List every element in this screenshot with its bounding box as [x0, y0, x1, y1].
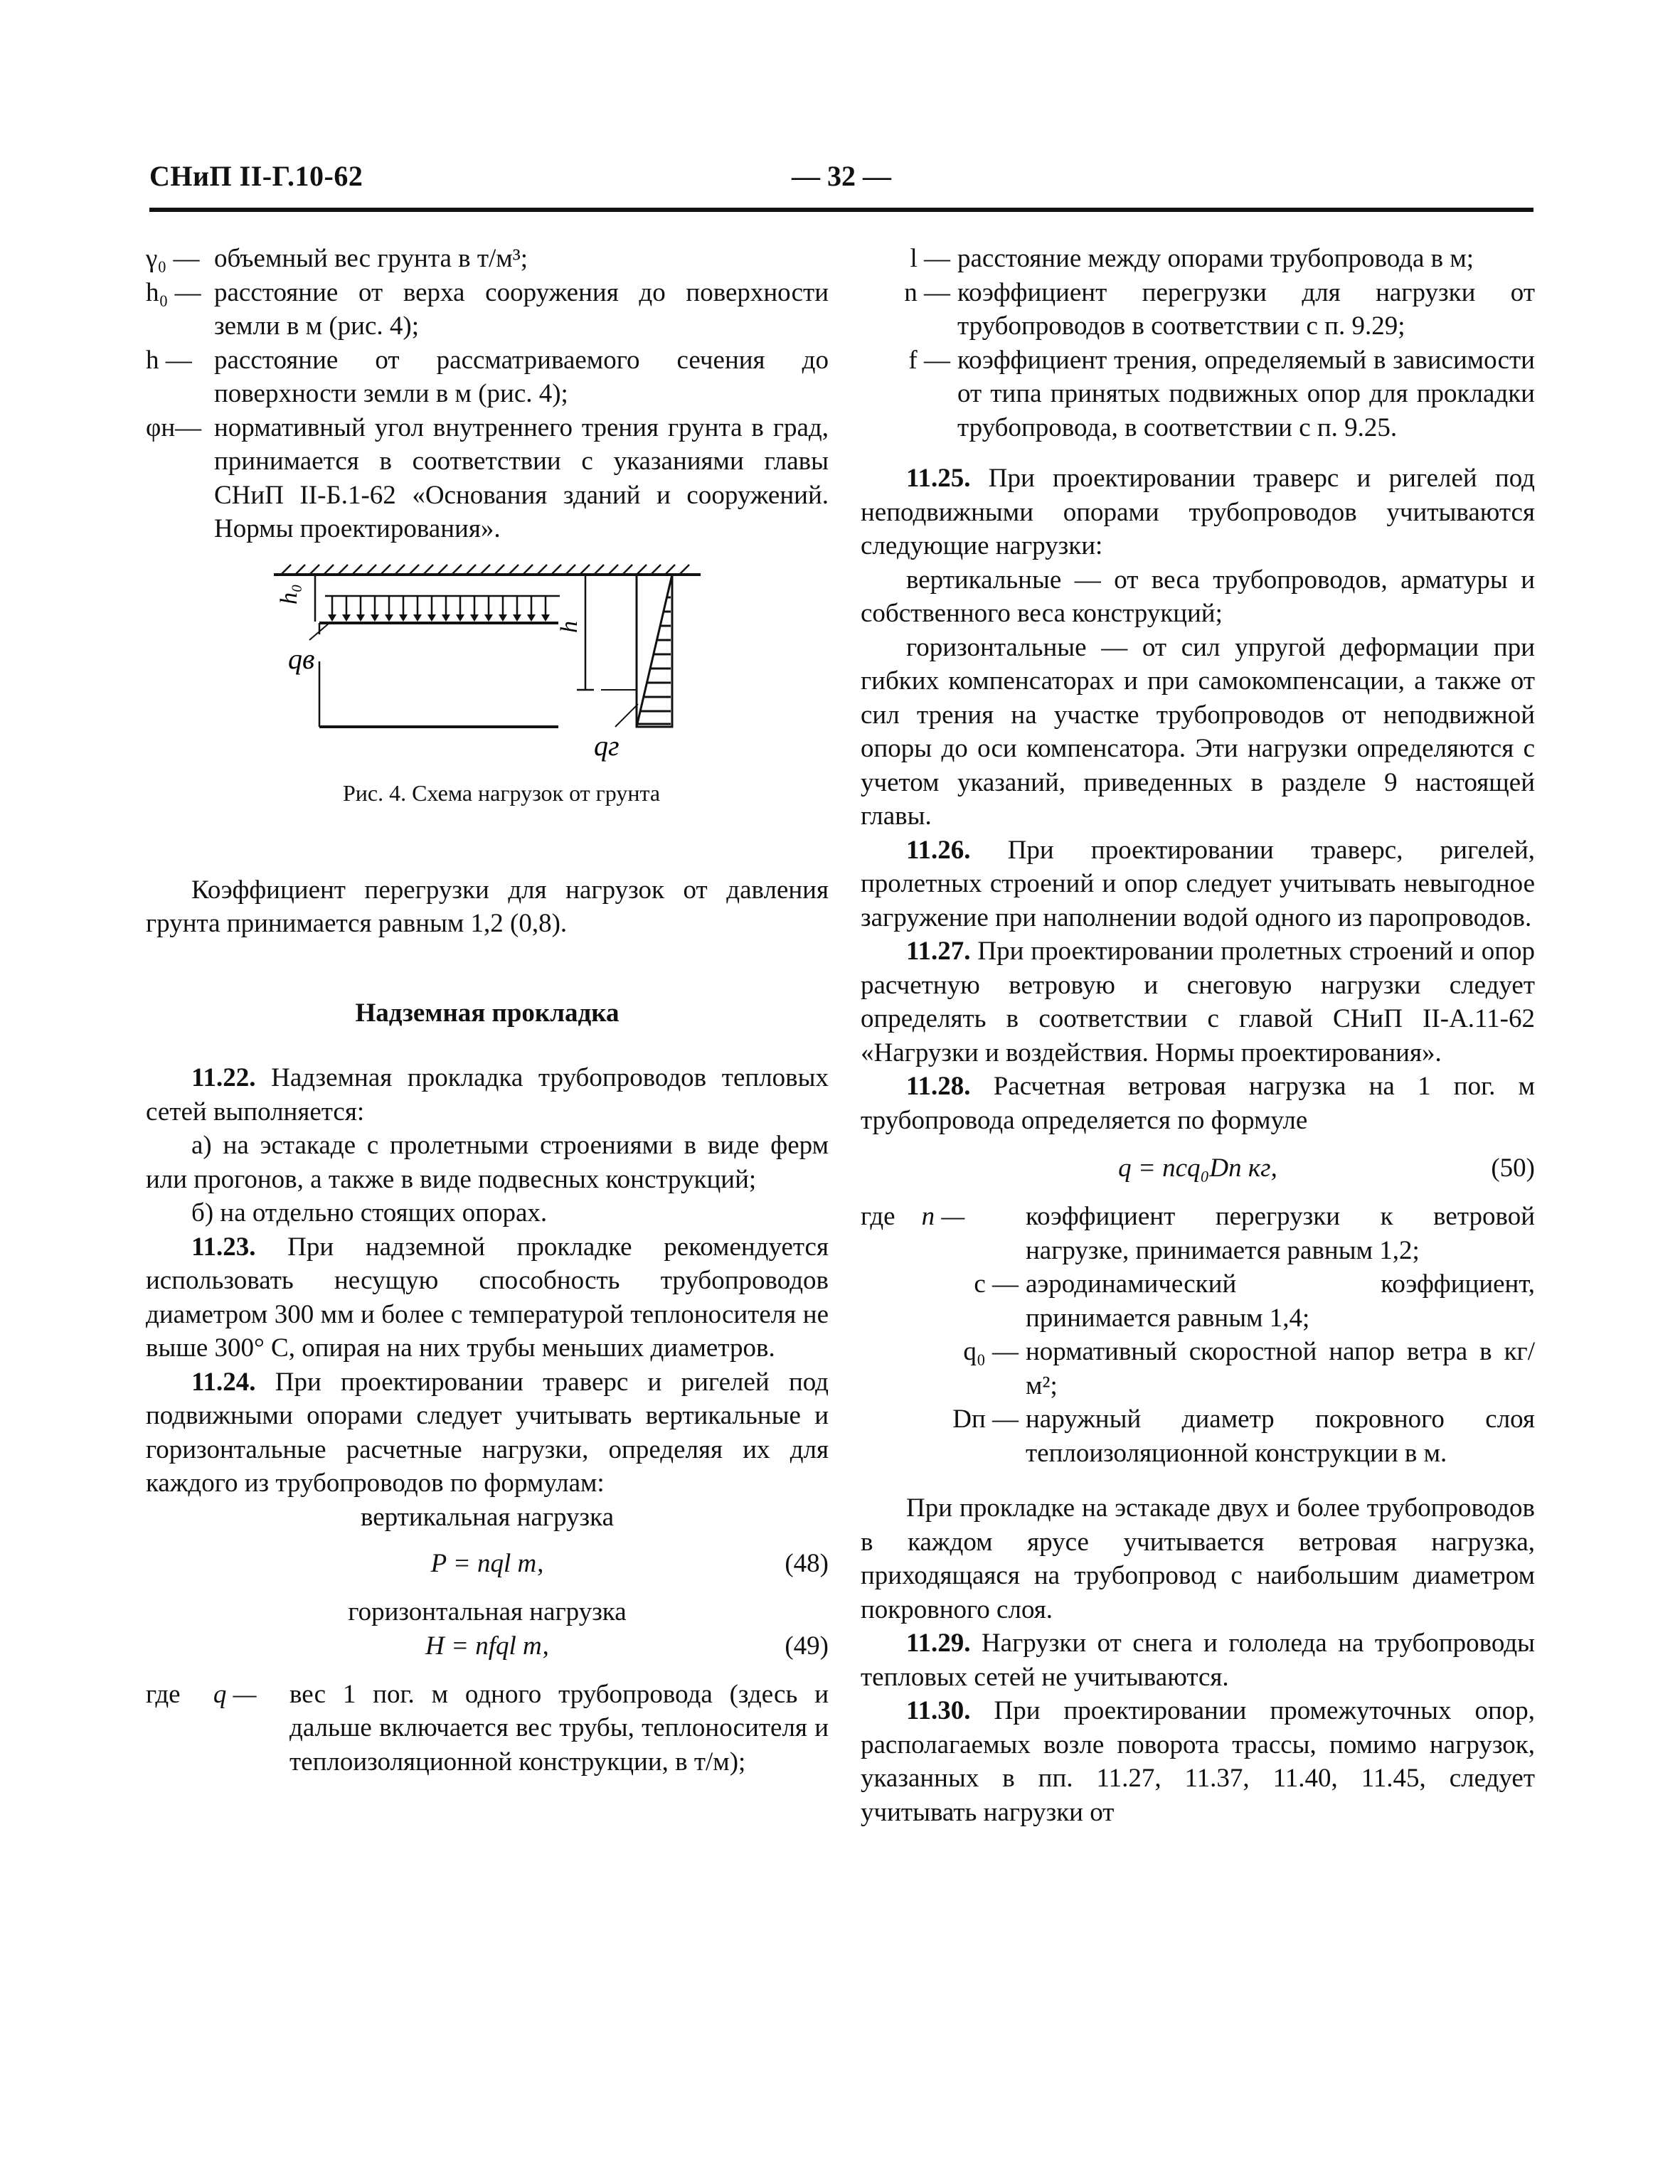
paragraph-11-22-a: а) на эстакаде с пролетными строениями в виде ферм или прогонов, а также в виде подвесных конструкций; [146, 1131, 829, 1194]
clause-number: 11.23. [191, 1232, 256, 1262]
equation-number: (48) [785, 1549, 829, 1578]
definition-c [861, 1267, 1535, 1335]
label-h0: h₀ [276, 583, 302, 604]
definition-symbol: q₀ — [963, 1337, 1019, 1366]
definition-dp [861, 1402, 1535, 1470]
clause-number: 11.24. [191, 1367, 256, 1397]
horizontal-load-label: горизонтальная нагрузка [348, 1597, 627, 1626]
definition-symbol: n — [904, 277, 950, 307]
definition-text: коэффициент перегрузки к ветровой нагрузке, принимается равным 1,2; [1026, 1202, 1535, 1265]
clause-number: 11.27. [906, 937, 971, 966]
definition-text: вес 1 пог. м одного трубопровода (здесь и дальше включается вес трубы, теплоносителя и теплоизоляционной конструкции, в т/м); [289, 1679, 829, 1777]
page-header [149, 159, 1533, 202]
clause-number: 11.29. [906, 1629, 971, 1658]
definition-gamma0 [146, 242, 829, 276]
vertical-load-label: вертикальная нагрузка [360, 1502, 615, 1532]
definition-text: расстояние между опорами трубопровода в м; [957, 244, 1474, 273]
formula-50 [861, 1151, 1535, 1187]
paragraph-trestle: При прокладке на эстакаде двух и более трубопроводов в каждом ярусе учитывается ветровая нагрузка, приходящаяся на трубопровод с наибольшим диаметром покровного слоя. [861, 1493, 1535, 1624]
paragraph-11-30 [861, 1694, 1535, 1829]
definition-text: коэффициент перегрузки для нагрузки от трубопроводов в соответствии с п. 9.29; [957, 277, 1535, 341]
formula-49 [146, 1629, 829, 1665]
clause-number: 11.28. [906, 1072, 971, 1101]
clause-text: Расчетная ветровая нагрузка на 1 пог. м трубопровода определяется по формуле [861, 1072, 1535, 1135]
formula-expression: q = ncq₀Dп кг, [1118, 1154, 1277, 1183]
formula-48 [146, 1547, 829, 1582]
definition-symbol: h₀ — [146, 277, 201, 307]
definition-n [861, 276, 1535, 343]
paragraph-11-23 [146, 1230, 829, 1365]
equation-number: (49) [785, 1631, 829, 1661]
definition-text: наружный диаметр покровного слоя теплоизоляционной конструкции в м. [1026, 1405, 1535, 1468]
paragraph-overload-coefficient: Коэффициент перегрузки для нагрузок от давления грунта принимается равным 1,2 (0,8). [146, 875, 829, 938]
definition-symbol [861, 1200, 1026, 1234]
section-title: Надземная прокладка [355, 998, 620, 1028]
equation-number: (50) [1491, 1154, 1535, 1183]
paragraph-11-27 [861, 934, 1535, 1070]
document-code: СНиП II-Г.10-62 [149, 160, 363, 192]
figure-4-caption: Рис. 4. Схема нагрузок от грунта [342, 779, 661, 806]
clause-text: При проектировании промежуточных опор, располагаемых возле поворота трассы, помимо нагрузок, указанных в пп. 11.27, 11.37, 11.40, 11.45, следует учитывать нагрузки от [861, 1696, 1535, 1827]
clause-number: 11.26. [906, 835, 971, 865]
label-h: h [556, 620, 583, 633]
arrow-heads [328, 614, 550, 622]
clause-number: 11.30. [906, 1696, 971, 1725]
definition-symbol: φн— [146, 412, 202, 442]
definition-q [146, 1678, 829, 1779]
right-column [861, 242, 1535, 1829]
definition-symbol: l — [910, 244, 950, 273]
symbol-n: n — [921, 1202, 965, 1231]
paragraph-11-28 [861, 1070, 1535, 1137]
formula-expression: P = nql т, [430, 1549, 544, 1578]
definition-f [861, 343, 1535, 445]
page-number: — 32 — [792, 160, 891, 192]
clause-number: 11.22. [191, 1063, 256, 1092]
clause-text: Нагрузки от снега и гололеда на трубопроводы тепловых сетей не учитываются. [861, 1629, 1536, 1692]
definition-l [861, 242, 1535, 276]
symbol-q: q — [213, 1679, 257, 1709]
definition-wind-n [861, 1200, 1535, 1267]
where-word: где [146, 1679, 181, 1709]
definition-text: расстояние от рассматриваемого сечения до поверхности земли в м (рис. 4); [214, 345, 829, 408]
definition-symbol: c — [974, 1269, 1019, 1299]
paragraph-11-22 [146, 1061, 829, 1129]
clause-text: При проектировании траверс, ригелей, пролетных строений и опор следует учитывать невыгодное загружение при наполнении водой одного из паропроводов. [861, 835, 1536, 932]
clause-text: При проектировании пролетных строений и опор расчетную ветровую и снеговую нагрузки следует определять в соответствии с главой СНиП II-А.11-62 «Нагрузки и воздействия. Нормы проектирования». [861, 937, 1535, 1067]
definition-text: объемный вес грунта в т/м³; [214, 244, 528, 273]
paragraph-11-25-vertical: вертикальные — от веса трубопроводов, арматуры и собственного веса конструкций; [861, 565, 1535, 628]
clause-text: При проектировании траверс и ригелей под неподвижными опорами трубопроводов учитываются следующие нагрузки: [861, 464, 1536, 560]
definition-text: коэффициент трения, определяемый в зависимости от типа принятых подвижных опор для прокладки трубопровода, в соответствии с п. 9.25. [957, 345, 1535, 442]
definition-symbol: f — [908, 345, 950, 375]
definition-text: нормативный скоростной напор ветра в кг/м²; [1026, 1337, 1535, 1400]
definition-phi [146, 411, 829, 546]
definition-symbol: γ₀ — [146, 244, 200, 273]
ground-hatching [281, 565, 689, 575]
formula-expression: H = nfql т, [425, 1631, 549, 1661]
where-word: где [861, 1202, 895, 1231]
definition-symbol [146, 1678, 289, 1712]
paragraph-11-22-b: б) на отдельно стоящих опорах. [191, 1198, 548, 1227]
left-column [146, 242, 829, 1779]
paragraph-11-25-horizontal: горизонтальные — от сил упругой деформации при гибких компенсаторах и при самокомпенсации, а также от сил трения на участке трубопроводов от неподвижной опоры до оси компенсатора. Эти нагрузки определяются с учетом указаний, приведенных в разделе 9 настоящей главы. [861, 632, 1535, 831]
clause-number: 11.25. [906, 464, 971, 493]
paragraph-11-24 [146, 1365, 829, 1501]
clause-text: Надземная прокладка трубопроводов тепловых сетей выполняется: [146, 1063, 829, 1126]
clause-text: При проектировании траверс и ригелей под подвижными опорами следует учитывать вертикальные и горизонтальные расчетные нагрузки, определяя их для каждого из трубопроводов по формулам: [146, 1367, 829, 1498]
definition-text: нормативный угол внутреннего трения грунта в град, принимается в соответствии с указаниями главы СНиП II-Б.1-62 «Основания зданий и сооружений. Нормы проектирования». [214, 412, 829, 543]
label-qv: qв [288, 642, 315, 675]
clause-text: При надземной прокладке рекомендуется использовать несущую способность трубопроводов диаметром 300 мм и более с температурой теплоносителя не выше 300° С, опирая на них трубы меньших диаметров. [146, 1232, 829, 1363]
definition-symbol: h — [146, 345, 192, 375]
definition-h [146, 343, 829, 411]
definition-text: аэродинамический коэффициент, принимается равным 1,4; [1026, 1269, 1535, 1333]
paragraph-11-29 [861, 1626, 1535, 1694]
definition-text: расстояние от верха сооружения до поверхности земли в м (рис. 4); [214, 277, 829, 341]
header-rule [149, 208, 1533, 212]
definition-q0 [861, 1335, 1535, 1402]
label-qg: qг [594, 729, 620, 762]
paragraph-11-25 [861, 462, 1535, 563]
definition-symbol: Dп — [952, 1405, 1019, 1434]
paragraph-11-26 [861, 833, 1535, 935]
definition-h0 [146, 276, 829, 343]
figure-4-diagram [146, 562, 829, 775]
